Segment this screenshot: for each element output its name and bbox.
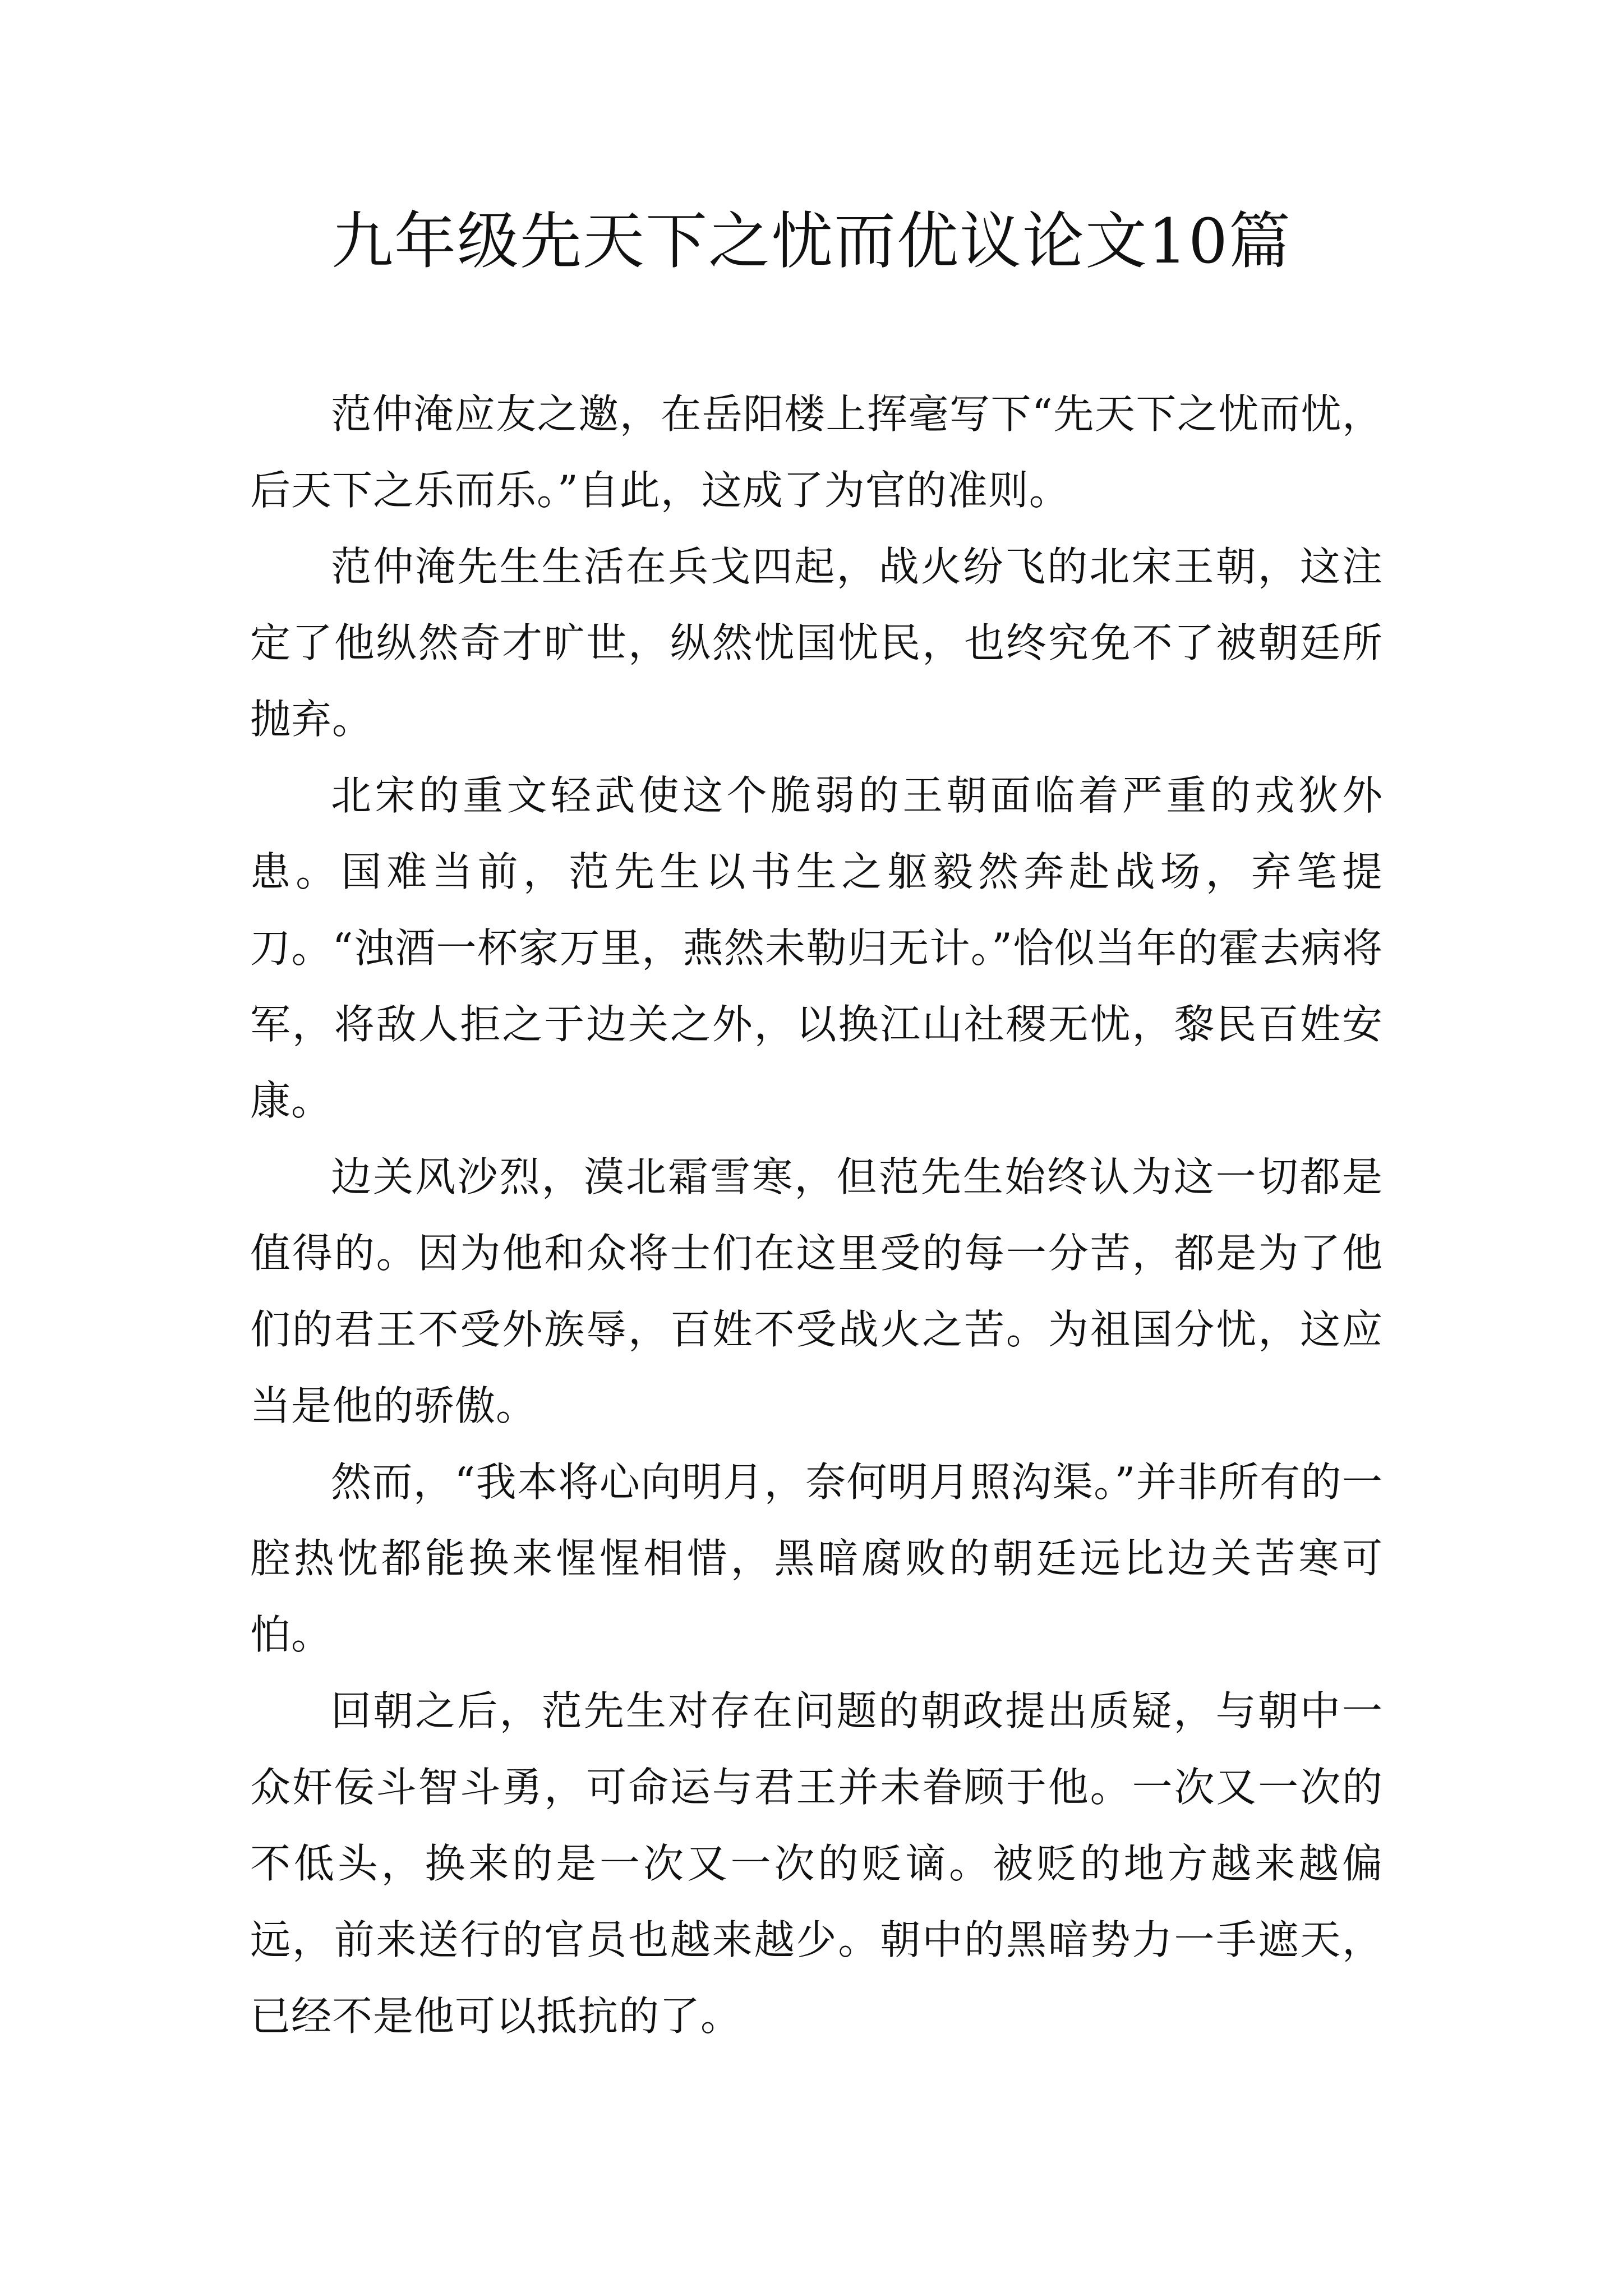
paragraph: 边关风沙烈，漠北霜雪寒，但范先生始终认为这一切都是值得的。因为他和众将士们在这里受的每一分苦，都是为了他们的君王不受外族辱，百姓不受战火之苦。为祖国分忧，这应当是他的骄傲。 [250, 1153, 1383, 1429]
document-body [250, 376, 1383, 2054]
paragraph: 回朝之后，范先生对存在问题的朝政提出质疑，与朝中一众奸佞斗智斗勇，可命运与君王并未眷顾于他。一次又一次的不低头，换来的是一次又一次的贬谪。被贬的地方越来越偏远，前来送行的官员也越来越少。朝中的黑暗势力一手遮天，已经不是他可以抵抗的了。 [250, 1687, 1383, 2040]
paragraph: 范仲淹应友之邀，在岳阳楼上挥毫写下“先天下之忧而忧，后天下之乐而乐。”自此，这成了为官的准则。 [250, 390, 1383, 514]
paragraph: 范仲淹先生生活在兵戈四起，战火纷飞的北宋王朝，这注定了他纵然奇才旷世，纵然忧国忧民，也终究免不了被朝廷所抛弃。 [250, 543, 1383, 743]
paragraph: 然而，“我本将心向明月，奈何明月照沟渠。”并非所有的一腔热忱都能换来惺惺相惜，黑暗腐败的朝廷远比边关苦寒可怕。 [250, 1458, 1383, 1658]
document-title: 九年级先天下之忧而优议论文10篇 [331, 205, 1292, 277]
paragraph: 北宋的重文轻武使这个脆弱的王朝面临着严重的戎狄外患。国难当前，范先生以书生之躯毅然奔赴战场，弃笔提刀。“浊酒一杯家万里，燕然未勒归无计。”恰似当年的霍去病将军，将敌人拒之于边关之外，以换江山社稷无忧，黎民百姓安康。 [250, 772, 1383, 1124]
